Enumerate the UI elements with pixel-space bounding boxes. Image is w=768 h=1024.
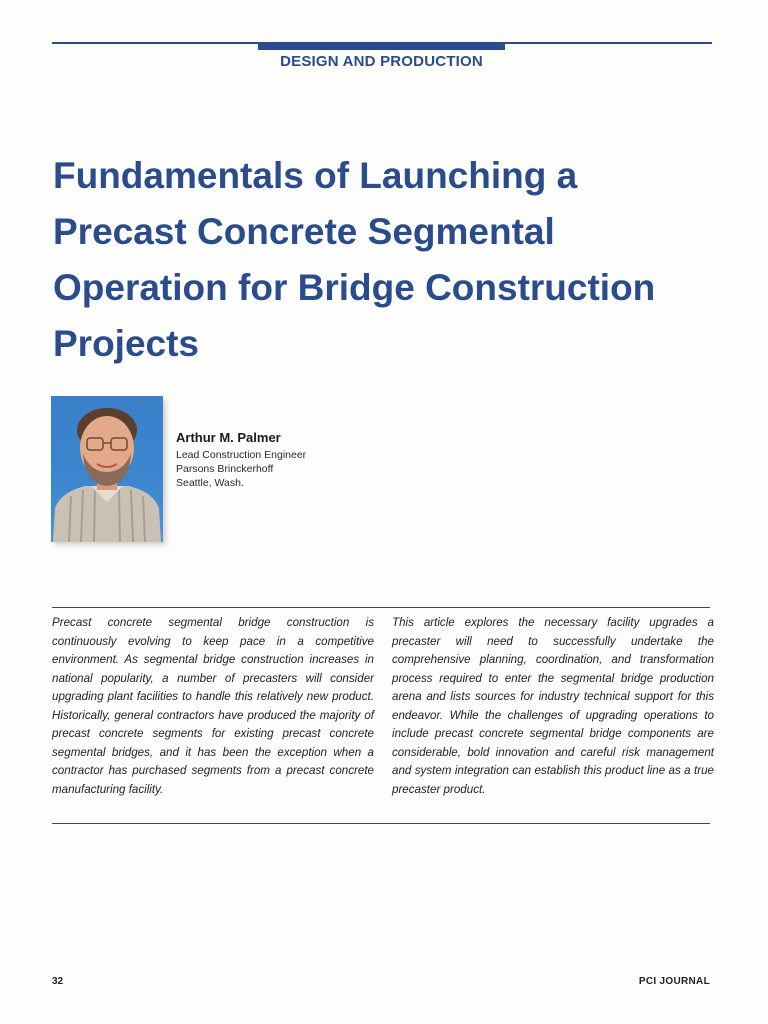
- author-photo: [51, 396, 163, 542]
- author-name: Arthur M. Palmer: [176, 430, 281, 445]
- abstract-bottom-rule: [52, 823, 710, 824]
- author-position: Lead Construction Engineer: [176, 449, 307, 461]
- author-location: Seattle, Wash.: [176, 477, 244, 489]
- section-tab: [258, 42, 505, 50]
- page-number: 32: [52, 976, 64, 987]
- abstract-left-column: Precast concrete segmental bridge construction is continuously evolving to keep pace in a competitive environment. As segmental bridge construction increases in national popularity, a number of precasters will consider upgrading plant facilities to handle this relatively new product. Historically, general contractors have produced the majority of precast concrete segments for existing precast concrete segmental bridges, and it has been the exception when a contractor has purchased segments from a precast concrete manufacturing facility.: [52, 616, 374, 796]
- article-title: Fundamentals of Launching a Precast Concrete Segmental Operation for Bridge Construction Projects: [53, 155, 656, 364]
- section-label: DESIGN AND PRODUCTION: [280, 53, 483, 70]
- abstract-top-rule: [52, 607, 710, 608]
- abstract-right-column: This article explores the necessary facility upgrades a precaster will need to successfully undertake the comprehensive planning, coordination, and transformation process required to enter the segmental bridge production arena and lists sources for industry technical support for this endeavor. While the challenges of upgrading operations to include precast concrete segmental bridge components are considerable, bold innovation and careful risk management and system integration can establish this product line as a true precaster product.: [392, 616, 714, 796]
- author-portrait-image: [51, 396, 163, 542]
- author-company: Parsons Brinckerhoff: [176, 463, 274, 475]
- author-info: [176, 430, 376, 490]
- journal-name: PCI JOURNAL: [638, 976, 710, 987]
